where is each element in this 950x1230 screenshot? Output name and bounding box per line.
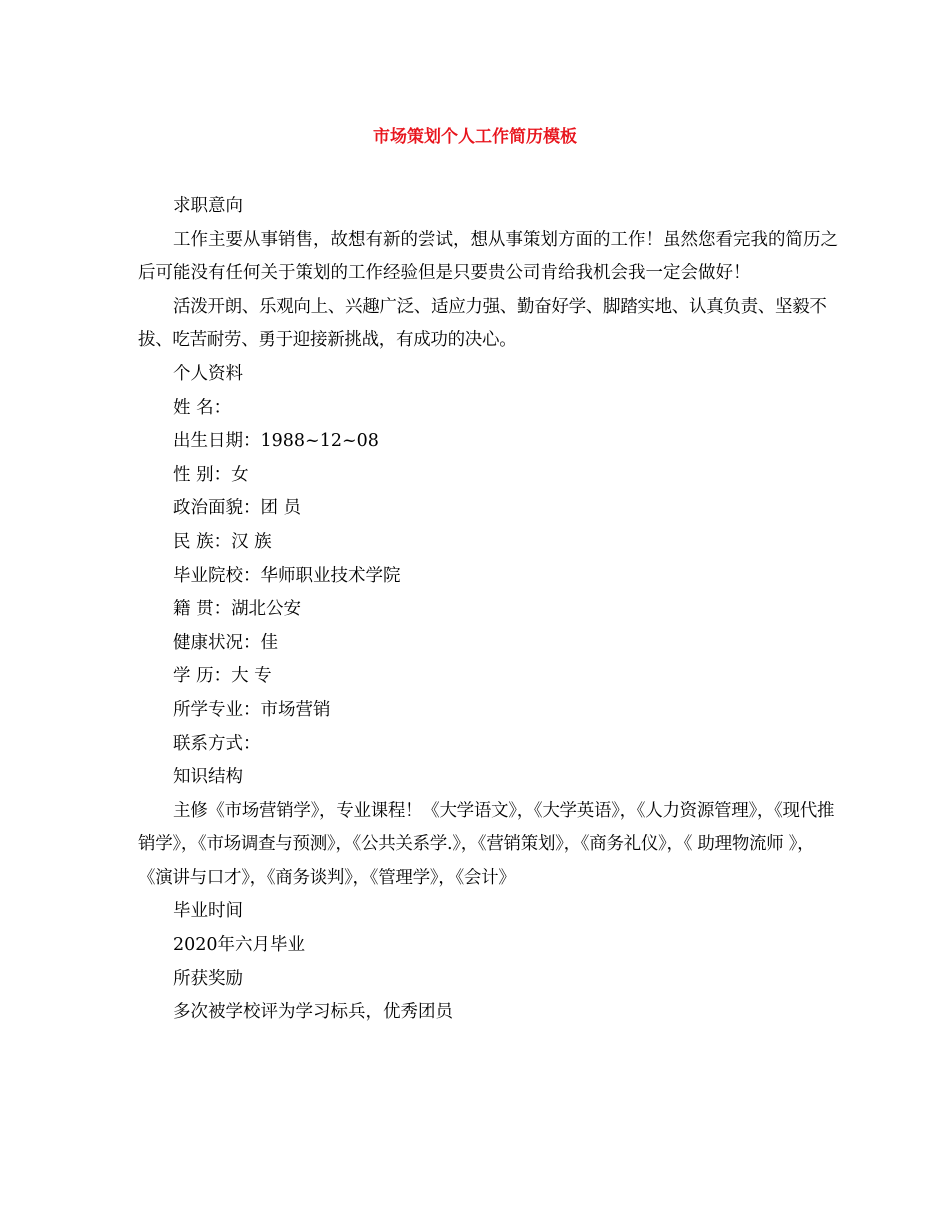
paragraph-graduation-date: 2020年六月毕业 [173,935,306,956]
info-gender: 性 别：女 [173,464,249,485]
section-heading-knowledge: 知识结构 [173,767,243,788]
info-major: 所学专业：市场营销 [173,699,331,720]
info-health: 健康状况：佳 [173,632,278,653]
paragraph-job-intention: 工作主要从事销售，故想有新的尝试，想从事策划方面的工作！虽然您看完我的简历之后可能没有任何关于策划的工作经验但是只要贵公司肯给我机会我一定会做好！ [138,229,838,284]
info-name: 姓 名： [173,397,232,418]
section-heading-awards: 所获奖励 [173,968,243,989]
info-birth-date: 出生日期：1988~12~08 [173,431,379,452]
paragraph-awards: 多次被学校评为学习标兵，优秀团员 [173,1002,453,1023]
section-heading-personal-info: 个人资料 [173,363,243,384]
paragraph-courses: 主修《市场营销学》，专业课程！《大学语文》，《大学英语》，《人力资源管理》，《现代推销学》，《市场调查与预测》，《公共关系学.》，《营销策划》，《商务礼仪》，《 助理物流师 》，《演讲与口才》，《商务谈判》，《管理学》，《会计》 [138,800,835,888]
info-native-place: 籍 贯：湖北公安 [173,599,302,620]
info-school: 毕业院校：华师职业技术学院 [173,565,401,586]
document-body [138,190,838,1030]
info-political-status: 政治面貌：团 员 [173,498,302,519]
info-education: 学 历：大 专 [173,666,272,687]
section-heading-job-intention: 求职意向 [173,196,243,216]
info-contact: 联系方式： [173,733,261,754]
section-heading-graduation: 毕业时间 [173,901,243,922]
document-title: 市场策划个人工作简历模板 [373,127,577,147]
paragraph-self-evaluation: 活泼开朗、乐观向上、兴趣广泛、适应力强、勤奋好学、脚踏实地、认真负责、坚毅不拔、吃苦耐劳、勇于迎接新挑战，有成功的决心。 [138,296,827,351]
info-ethnicity: 民 族：汉 族 [173,531,272,552]
